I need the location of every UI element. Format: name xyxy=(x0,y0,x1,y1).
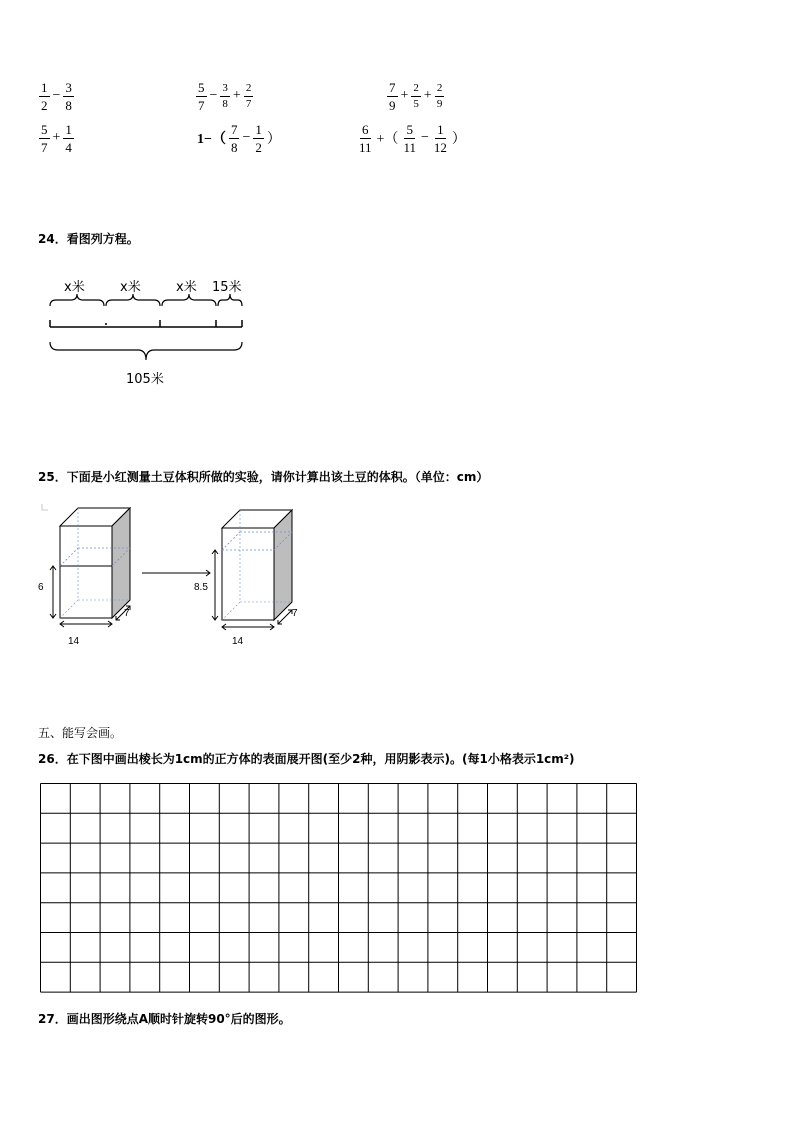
fraction: $\frac{7}{9}$ xyxy=(389,79,396,113)
segment-lines xyxy=(40,272,260,372)
segment-label-1: x米 xyxy=(64,280,85,295)
expression-2: $\frac{5}{7}$ − $\frac{3}{8}$ + $\frac{2}{7}$ xyxy=(198,79,252,113)
question-25-title: 25．下面是小红测量土豆体积所做的实验，请你计算出该土豆的体积。（单位：cm） xyxy=(38,470,489,484)
fraction: $\frac{1}{2}$ xyxy=(41,79,48,113)
question-26-title: 26．在下图中画出棱长为1cm的正方体的表面展开图(至少2种，用阴影表示)。(每1小格表示1cm²) xyxy=(38,752,575,766)
fraction: $\frac{1}{4}$ xyxy=(65,121,72,155)
potato-experiment-figure xyxy=(36,500,336,660)
left-width-label: 14 xyxy=(68,636,80,647)
right-width-label: 14 xyxy=(232,636,244,647)
fraction: $\frac{5}{7}$ xyxy=(41,121,48,155)
fraction: $\frac{3}{8}$ xyxy=(65,79,72,113)
fraction: $\frac{5}{7}$ xyxy=(198,79,205,113)
question-27-title: 27．画出图形绕点A顺时针旋转90°后的图形。 xyxy=(38,1012,291,1026)
fraction: $\frac{1}{12}$ xyxy=(433,121,447,155)
segment-diagram xyxy=(40,272,260,392)
fraction: $\frac{5}{11}$ xyxy=(403,121,416,155)
section-5-title: 五、能写会画。 xyxy=(38,726,123,740)
right-depth-label: 7 xyxy=(292,608,298,619)
expression-1: $\frac{1}{2}$ − $\frac{3}{8}$ xyxy=(41,79,72,113)
fraction: $\frac{2}{5}$ xyxy=(413,81,419,110)
total-length-label: 105米 xyxy=(126,372,164,387)
segment-label-2: x米 xyxy=(120,280,141,295)
fraction: $\frac{2}{9}$ xyxy=(436,81,443,110)
expression-3: $\frac{7}{9}$ + $\frac{2}{5}$ + $\frac{2}{9}$ xyxy=(389,79,443,113)
expression-4: $\frac{5}{7}$ + $\frac{1}{4}$ xyxy=(41,121,72,155)
segment-label-4: 15米 xyxy=(212,280,242,295)
right-height-label: 8.5 xyxy=(194,582,208,593)
left-height-label: 6 xyxy=(38,582,44,593)
container-drawings xyxy=(36,500,336,650)
square-grid[interactable] xyxy=(40,783,640,993)
fraction: $\frac{6}{11}$ xyxy=(359,121,372,155)
left-depth-label: 7 xyxy=(124,608,130,619)
fraction: $\frac{2}{7}$ xyxy=(245,81,252,110)
question-24-title: 24．看图列方程。 xyxy=(38,232,139,246)
fraction: $\frac{7}{8}$ xyxy=(230,121,238,155)
expression-6: $\frac{6}{11}$ +（ $\frac{5}{11}$ − $\frac{1}{12}$ ） xyxy=(359,121,466,155)
segment-label-3: x米 xyxy=(176,280,197,295)
expression-5: 1−（ $\frac{7}{8}$ − $\frac{1}{2}$ ） xyxy=(197,121,281,155)
fraction: $\frac{1}{2}$ xyxy=(255,121,262,155)
fraction: $\frac{3}{8}$ xyxy=(222,81,228,110)
